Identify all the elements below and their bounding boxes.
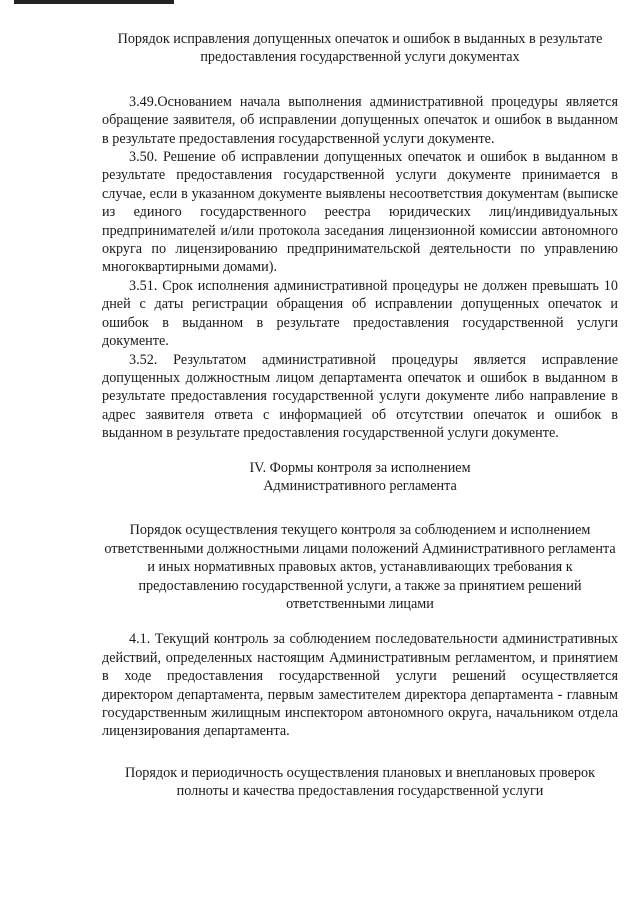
section-iv-title-line1: IV. Формы контроля за исполнением <box>249 459 471 476</box>
heading-error-correction: Порядок исправления допущенных опечаток и ошибок в выданных в результате предоставления государственной услуги документах <box>117 31 603 66</box>
paragraph-3-49: 3.49.Основанием начала выполнения административной процедуры является обращение заявителя, об исправлении допущенных опечаток и ошибок в выданном в результате предоставления государственной услуги документе. <box>102 93 618 147</box>
paragraph-3-51: 3.51. Срок исполнения административной процедуры не должен превышать 10 дней с даты регистрации обращения об исправлении допущенных опечаток и ошибок в выданном в результате предоставления государственной услуги документе. <box>102 277 618 350</box>
heading-current-control: Порядок осуществления текущего контроля за соблюдением и исполнением ответственными должностными лицами положений Административного регламента и иных нормативных правовых актов, устанавливающих требования к предоставлению государственной услуги, а также за принятием решений ответственными лицами <box>104 522 616 612</box>
paragraph-3-52: 3.52. Результатом административной процедуры является исправление допущенных должностным лицом департамента опечаток и ошибок в выданном в результате предоставления государственной услуги документе либо направление в адрес заявителя ответа с информацией об отсутствии опечаток и ошибок в выданном в результате предоставления государственной услуги документе. <box>102 351 618 442</box>
paragraph-4-1: 4.1. Текущий контроль за соблюдением последовательности административных действий, определенных настоящим Административным регламентом, и принятием в ходе предоставления государственной услуги решений осуществляется директором департамента, первым заместителем директора департамента - главным государственным жилищным инспектором автономного округа, начальником отдела лицензирования департамента. <box>102 631 618 740</box>
section-iv-title-line2: Административного регламента <box>263 477 457 494</box>
top-edge-rule <box>14 0 174 4</box>
section-iv-title <box>102 459 618 496</box>
document-page <box>102 30 618 801</box>
paragraph-3-50: 3.50. Решение об исправлении допущенных опечаток и ошибок в выданном в результате предоставления государственной услуги документе принимается в случае, если в указанном документе выявлены несоответствия документам (выписке из единого государственного реестра юридических лиц/индивидуальных предпринимателей и/или протокола заседания лицензионной комиссии автономного округа по лицензированию предпринимательской деятельности по управлению многоквартирными домами). <box>102 149 618 276</box>
heading-inspections: Порядок и периодичность осуществления плановых и внеплановых проверок полноты и качества предоставления государственной услуги <box>124 764 596 800</box>
